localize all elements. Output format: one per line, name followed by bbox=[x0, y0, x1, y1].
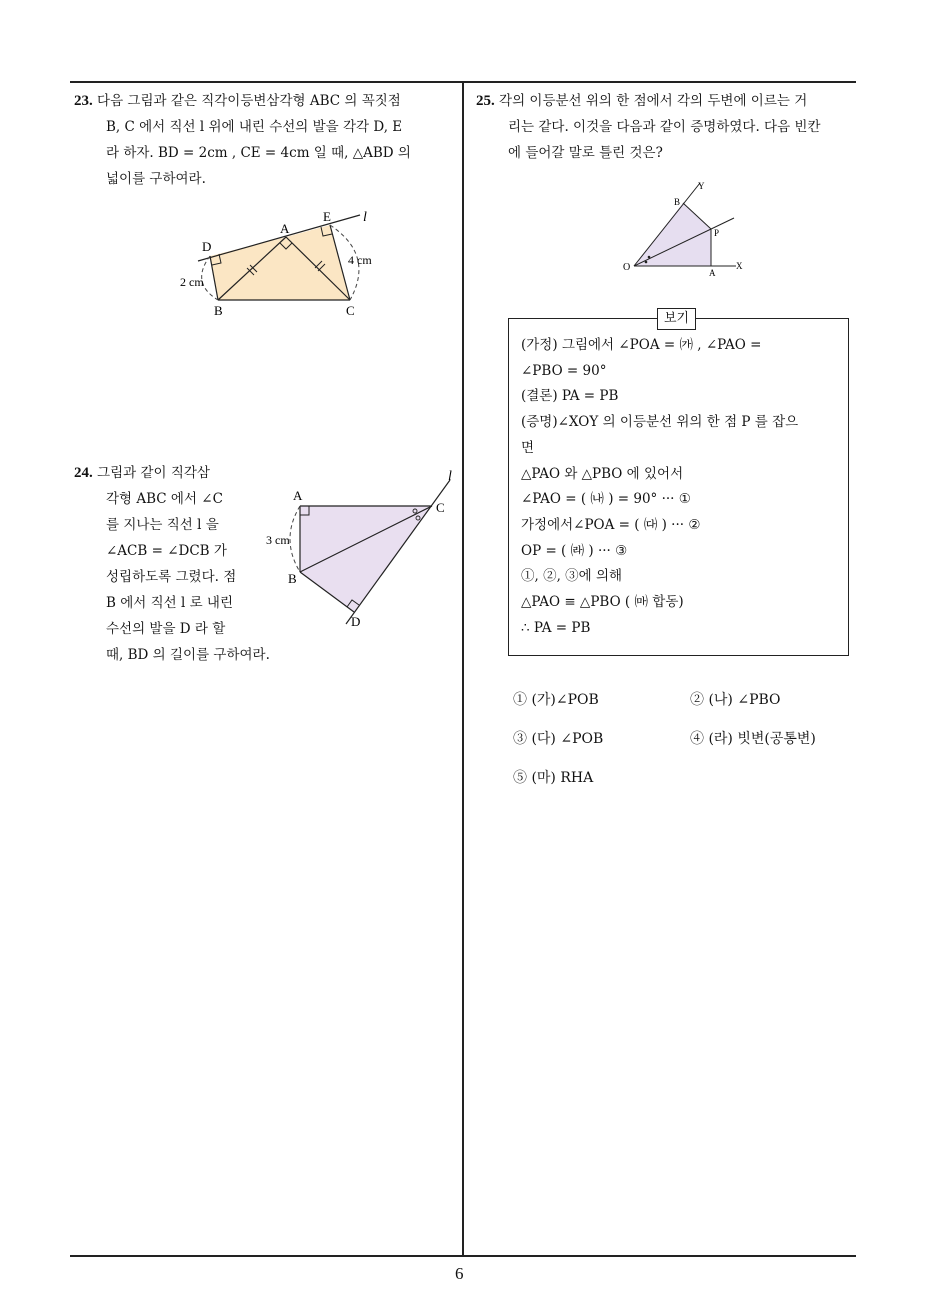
label-a: A bbox=[280, 221, 290, 236]
question-24-line-7: 수선의 발을 D 라 할 bbox=[106, 621, 226, 637]
label-c: C bbox=[436, 500, 445, 515]
label-a: A bbox=[709, 268, 716, 278]
question-23-line-2: B, C 에서 직선 l 위에 내린 수선의 발을 각각 D, E bbox=[106, 119, 403, 135]
question-23 bbox=[74, 88, 460, 192]
proof-line-11: △PAO ≡ △PBO ( ㈒ 합동) bbox=[521, 594, 684, 611]
label-bd-length: 2 cm bbox=[180, 275, 204, 289]
proof-line-9: OP = ( ㈑ ) ··· ③ bbox=[521, 542, 628, 559]
arc-ab bbox=[290, 506, 300, 572]
angle-dot-2 bbox=[648, 256, 651, 259]
question-25-line-3: 에 들어갈 말로 틀린 것은? bbox=[508, 145, 663, 161]
label-b: B bbox=[214, 303, 223, 318]
choice-2[interactable]: ② (나) ∠PBO bbox=[690, 692, 781, 708]
question-25-line-1: 25. 각의 이등분선 위의 한 점에서 각의 두변에 이르는 거 bbox=[476, 93, 808, 109]
question-24-line-1: 24. 그림과 같이 직각삼 bbox=[74, 465, 210, 481]
label-d: D bbox=[202, 239, 212, 254]
question-24-number: 24. bbox=[74, 465, 93, 481]
label-l: l bbox=[363, 210, 367, 225]
question-25 bbox=[476, 88, 861, 166]
label-ab-length: 3 cm bbox=[266, 533, 290, 547]
proof-line-5: 면 bbox=[521, 439, 535, 456]
label-p: P bbox=[714, 228, 720, 238]
choice-3[interactable]: ③ (다) ∠POB bbox=[513, 731, 604, 747]
label-b: B bbox=[288, 571, 297, 586]
question-24-line-2: 각형 ABC 에서 ∠C bbox=[106, 491, 223, 507]
question-25-line-2: 리는 같다. 이것을 다음과 같이 증명하였다. 다음 빈칸 bbox=[508, 119, 821, 135]
choice-1[interactable]: ① (가)∠POB bbox=[513, 692, 599, 708]
question-23-line-3: 라 하자. BD = 2cm , CE = 4cm 일 때, △ABD 의 bbox=[106, 145, 411, 161]
label-b: B bbox=[674, 197, 681, 207]
label-x: X bbox=[736, 261, 743, 271]
label-c: C bbox=[346, 303, 355, 318]
question-24-line-8: 때, BD 의 길이를 구하여라. bbox=[106, 647, 270, 663]
proof-line-3: (결론) PA = PB bbox=[521, 388, 619, 405]
proof-line-6: △PAO 와 △PBO 에 있어서 bbox=[521, 465, 684, 482]
proof-line-2: ∠PBO = 90° bbox=[521, 362, 607, 379]
proof-line-7: ∠PAO = ( ㈏ ) = 90° ··· ① bbox=[521, 491, 691, 508]
label-e: E bbox=[323, 209, 331, 224]
proof-box bbox=[508, 318, 849, 656]
label-l: l bbox=[448, 469, 452, 484]
choice-4[interactable]: ④ (라) 빗변(공통변) bbox=[690, 731, 816, 747]
question-24-line-3: 를 지나는 직선 l 을 bbox=[106, 517, 219, 533]
question-24 bbox=[74, 460, 294, 668]
label-d: D bbox=[351, 614, 361, 629]
question-24-line-5: 성립하도록 그렸다. 점 bbox=[106, 569, 237, 585]
label-a: A bbox=[293, 488, 303, 503]
proof-line-12: ∴ PA = PB bbox=[521, 619, 591, 636]
proof-line-4: (증명)∠XOY 의 이등분선 위의 한 점 P 를 잡으 bbox=[521, 414, 799, 431]
page-number: 6 bbox=[455, 1264, 464, 1283]
question-24-line-6: B 에서 직선 l 로 내린 bbox=[106, 595, 233, 611]
proof-box-title: 보기 bbox=[657, 308, 696, 330]
question-25-number: 25. bbox=[476, 93, 495, 109]
figure-23 bbox=[170, 205, 420, 325]
figure-24 bbox=[262, 462, 462, 632]
question-24-line-4: ∠ACB = ∠DCB 가 bbox=[106, 543, 227, 559]
label-ce-length: 4 cm bbox=[348, 253, 372, 267]
label-o: O bbox=[623, 262, 631, 273]
proof-line-8: 가정에서∠POA = ( ㈐ ) ··· ② bbox=[521, 516, 701, 533]
proof-line-1: (가정) 그림에서 ∠POA = ㈎ , ∠PAO = bbox=[521, 337, 762, 353]
column-divider bbox=[462, 82, 464, 1256]
figure-25 bbox=[618, 176, 758, 286]
angle-dot-1 bbox=[645, 261, 648, 264]
question-23-line-4: 넓이를 구하여라. bbox=[106, 171, 206, 187]
bottom-rule bbox=[70, 1255, 856, 1257]
label-y: Y bbox=[698, 181, 705, 191]
question-23-number: 23. bbox=[74, 93, 93, 109]
proof-line-10: ①, ②, ③에 의해 bbox=[521, 568, 623, 585]
choice-5[interactable]: ⑤ (마) RHA bbox=[513, 770, 594, 786]
question-23-line-1: 23. 다음 그림과 같은 직각이등변삼각형 ABC 의 꼭짓점 bbox=[74, 93, 401, 109]
